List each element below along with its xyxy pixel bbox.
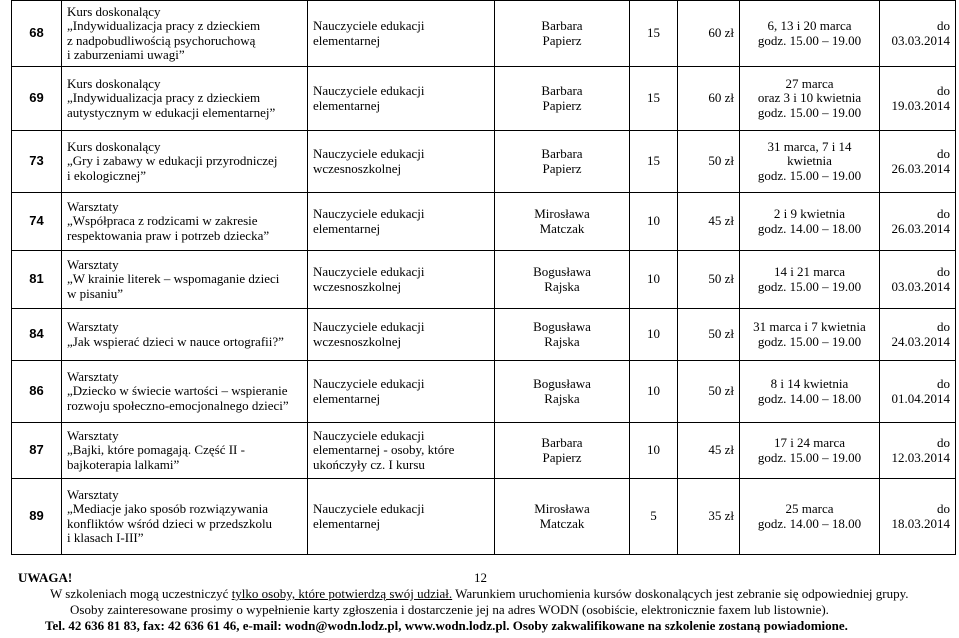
registration-deadline — [880, 479, 956, 555]
registration-deadline — [880, 67, 956, 131]
registration-deadline-line: do — [937, 376, 950, 391]
course-price: 60 zł — [678, 1, 740, 67]
confirmation-requirement: tylko osoby, które potwierdzą swój udział. — [231, 586, 453, 601]
course-number: 89 — [12, 479, 62, 555]
course-title-line: Warsztaty — [67, 198, 119, 214]
course-title-line: Kurs doskonalący — [67, 3, 161, 19]
course-trainer — [495, 131, 630, 193]
course-dates-line: godz. 15.00 – 19.00 — [757, 449, 862, 465]
course-trainer — [495, 361, 630, 423]
registration-deadline-line: 18.03.2014 — [891, 515, 950, 531]
course-audience — [308, 309, 495, 361]
course-title-line: Warsztaty — [67, 486, 119, 502]
registration-deadline-line: 26.03.2014 — [891, 220, 950, 236]
course-dates — [740, 479, 880, 555]
course-title-line: rozwoju społeczno-emocjonalnego dzieci” — [67, 397, 289, 413]
course-number: 69 — [12, 67, 62, 131]
course-audience-line: elementarnej — [313, 390, 381, 406]
course-audience — [308, 479, 495, 555]
course-title-line: respektowania praw i potrzeb dziecka” — [67, 227, 270, 243]
course-price: 50 zł — [678, 131, 740, 193]
course-trainer — [495, 1, 630, 67]
course-number: 86 — [12, 361, 62, 423]
course-audience-line: Nauczyciele edukacji — [313, 427, 425, 443]
course-audience — [308, 251, 495, 309]
course-dates — [740, 423, 880, 479]
course-title-line: bajkoterapia lalkami” — [67, 456, 180, 472]
course-audience — [308, 67, 495, 131]
course-title-line: Kurs doskonalący — [67, 75, 161, 91]
course-dates — [740, 131, 880, 193]
registration-deadline — [880, 1, 956, 67]
course-trainer — [495, 309, 630, 361]
course-dates — [740, 1, 880, 67]
contact-info: Tel. 42 636 81 83, fax: 42 636 61 46, e-mail: wodn@wodn.lodz.pl, www.wodn.lodz.pl. Osoby zakwalifikowane na szkolenie zostaną powiadomione. — [45, 618, 848, 633]
course-title-line: „W krainie literek – wspomaganie dzieci — [67, 271, 280, 287]
table-row — [12, 309, 956, 361]
registration-deadline-line: 01.04.2014 — [891, 390, 950, 406]
course-title-line: „Mediacje jako sposób rozwiązywania — [67, 501, 269, 516]
course-audience-line: Nauczyciele edukacji — [313, 264, 425, 279]
registration-deadline-line: do — [937, 206, 950, 221]
course-trainer-line: Barbara — [541, 18, 583, 33]
course-trainer-line: Barbara — [541, 435, 583, 450]
course-trainer-line: Mirosława — [534, 501, 590, 516]
course-trainer-line: Papierz — [542, 449, 582, 465]
courses-table-body — [12, 1, 956, 555]
course-title-line: „Bajki, które pomagają. Część II - — [67, 442, 245, 458]
course-title-line: „Współpraca z rodzicami w zakresie — [67, 213, 258, 229]
table-row — [12, 67, 956, 131]
course-dates-line: 17 i 24 marca — [773, 435, 846, 450]
course-title-line: w pisaniu” — [67, 285, 123, 301]
course-title-line: autystycznym w edukacji elementarnej” — [67, 104, 276, 120]
application-notice: Osoby zainteresowane prosimy o wypełnienie karty zgłoszenia i dostarczenie jej na adres WODN (osobiście, elektronicznie faxem lub listownie). — [70, 602, 829, 617]
course-hours: 15 — [630, 67, 678, 131]
course-audience-line: wczesnoszkolnej — [313, 160, 402, 176]
participation-notice: W szkoleniach mogą uczestniczyć tylko osoby, które potwierdzą swój udział. Warunkiem uruchomienia kursów doskonalących jest zebranie się odpowiedniej grupy. — [50, 586, 909, 601]
table-row — [12, 1, 956, 67]
course-dates-line: godz. 14.00 – 18.00 — [757, 220, 862, 236]
course-title-line: „Jak wspierać dzieci w nauce ortografii?” — [67, 333, 284, 349]
course-price: 50 zł — [678, 309, 740, 361]
course-dates-line: godz. 14.00 – 18.00 — [757, 515, 862, 531]
course-dates — [740, 193, 880, 251]
course-title-line: i ekologicznej” — [67, 167, 147, 183]
course-trainer-line: Mirosława — [534, 206, 590, 221]
course-title-line: „Indywidualizacja pracy z dzieckiem — [67, 90, 261, 106]
registration-deadline-line: 12.03.2014 — [891, 449, 950, 465]
course-audience-line: Nauczyciele edukacji — [313, 18, 425, 33]
course-hours: 15 — [630, 1, 678, 67]
course-dates — [740, 67, 880, 131]
course-title-line: i zaburzeniami uwagi” — [67, 47, 185, 62]
registration-deadline-line: do — [937, 319, 950, 334]
course-title-line: „Dziecko w świecie wartości – wspieranie — [67, 383, 288, 399]
registration-deadline-line: 03.03.2014 — [891, 32, 950, 48]
course-trainer-line: Barbara — [541, 83, 583, 98]
course-dates — [740, 251, 880, 309]
course-audience-line: Nauczyciele edukacji — [313, 319, 425, 334]
course-audience-line: elementarnej — [313, 515, 381, 531]
course-trainer — [495, 479, 630, 555]
registration-deadline — [880, 193, 956, 251]
course-title — [62, 361, 308, 423]
course-trainer-line: Bogusława — [533, 264, 591, 279]
course-title-line: „Gry i zabawy w edukacji przyrodniczej — [67, 153, 278, 169]
table-row — [12, 251, 956, 309]
course-audience-line: ukończyły cz. I kursu — [313, 456, 425, 472]
course-trainer-line: Matczak — [539, 515, 585, 531]
registration-deadline-line: 03.03.2014 — [891, 278, 950, 294]
course-hours: 15 — [630, 131, 678, 193]
course-title-line: Kurs doskonalący — [67, 138, 161, 154]
registration-deadline-line: do — [937, 264, 950, 279]
registration-deadline — [880, 423, 956, 479]
course-dates-line: 2 i 9 kwietnia — [773, 206, 846, 221]
course-title-line: Warsztaty — [67, 427, 119, 443]
registration-deadline-line: do — [937, 501, 950, 516]
course-number: 84 — [12, 309, 62, 361]
course-price: 45 zł — [678, 423, 740, 479]
course-trainer-line: Papierz — [542, 32, 582, 48]
course-trainer — [495, 193, 630, 251]
course-audience-line: elementarnej — [313, 97, 381, 113]
registration-deadline-line: do — [937, 146, 950, 161]
course-number: 87 — [12, 423, 62, 479]
table-row — [12, 423, 956, 479]
course-trainer-line: Barbara — [541, 146, 583, 161]
course-audience-line: Nauczyciele edukacji — [313, 376, 425, 391]
course-audience-line: Nauczyciele edukacji — [313, 83, 425, 98]
course-trainer-line: Papierz — [542, 160, 582, 176]
course-hours: 5 — [630, 479, 678, 555]
registration-deadline — [880, 309, 956, 361]
course-trainer-line: Bogusława — [533, 319, 591, 334]
course-price: 60 zł — [678, 67, 740, 131]
course-price: 45 zł — [678, 193, 740, 251]
course-dates-line: 8 i 14 kwietnia — [770, 376, 849, 391]
course-dates-line: godz. 15.00 – 19.00 — [757, 32, 862, 48]
course-title — [62, 1, 308, 67]
registration-deadline — [880, 251, 956, 309]
course-trainer-line: Rajska — [544, 333, 580, 349]
course-dates-line: 25 marca — [785, 501, 834, 516]
course-trainer-line: Matczak — [539, 220, 585, 236]
course-dates-line: godz. 15.00 – 19.00 — [757, 167, 862, 183]
course-title — [62, 251, 308, 309]
page-number: 12 — [474, 570, 487, 585]
course-title — [62, 131, 308, 193]
registration-deadline-line: 19.03.2014 — [891, 97, 950, 113]
course-price: 50 zł — [678, 251, 740, 309]
registration-deadline-line: do — [937, 83, 950, 98]
course-dates — [740, 309, 880, 361]
course-dates-line: godz. 15.00 – 19.00 — [757, 333, 862, 349]
warning-heading: UWAGA! — [18, 570, 73, 585]
course-trainer — [495, 67, 630, 131]
course-trainer — [495, 251, 630, 309]
course-trainer-line: Rajska — [544, 278, 580, 294]
course-audience — [308, 423, 495, 479]
course-title — [62, 479, 308, 555]
course-title-line: z nadpobudliwością psychoruchową — [67, 32, 256, 48]
course-title — [62, 423, 308, 479]
registration-deadline-line: do — [937, 435, 950, 450]
courses-table — [11, 0, 956, 555]
registration-deadline — [880, 361, 956, 423]
registration-deadline-line: 26.03.2014 — [891, 160, 950, 176]
course-number: 74 — [12, 193, 62, 251]
course-title-line: „Indywidualizacja pracy z dzieckiem — [67, 18, 261, 33]
course-title-line: Warsztaty — [67, 256, 119, 272]
course-number: 81 — [12, 251, 62, 309]
course-dates — [740, 361, 880, 423]
course-hours: 10 — [630, 309, 678, 361]
course-title-line: i klasach I-III” — [67, 530, 144, 545]
course-dates-line: 6, 13 i 20 marca — [767, 18, 852, 33]
course-audience — [308, 193, 495, 251]
course-title — [62, 309, 308, 361]
course-audience-line: elementarnej — [313, 220, 381, 236]
course-hours: 10 — [630, 193, 678, 251]
course-hours: 10 — [630, 251, 678, 309]
course-dates-line: oraz 3 i 10 kwietnia — [757, 90, 862, 106]
course-audience — [308, 361, 495, 423]
course-dates-line: 31 marca, 7 i 14 kwietnia — [767, 138, 852, 169]
footer-notice — [0, 570, 959, 634]
course-price: 35 zł — [678, 479, 740, 555]
course-audience — [308, 1, 495, 67]
course-hours: 10 — [630, 361, 678, 423]
course-title — [62, 193, 308, 251]
course-dates-line: 31 marca i 7 kwietnia — [753, 319, 866, 334]
course-trainer-line: Rajska — [544, 390, 580, 406]
registration-deadline — [880, 131, 956, 193]
course-hours: 10 — [630, 423, 678, 479]
registration-deadline-line: do — [937, 18, 950, 33]
course-title-line: konfliktów wśród dzieci w przedszkolu — [67, 515, 273, 531]
course-audience-line: Nauczyciele edukacji — [313, 206, 425, 221]
course-trainer — [495, 423, 630, 479]
course-audience-line: elementarnej - osoby, które — [313, 442, 455, 458]
table-row — [12, 479, 956, 555]
course-dates-line: 27 marca — [785, 75, 834, 91]
course-trainer-line: Papierz — [542, 97, 582, 113]
registration-deadline-line: 24.03.2014 — [891, 333, 950, 349]
course-audience-line: wczesnoszkolnej — [313, 333, 402, 349]
course-trainer-line: Bogusława — [533, 376, 591, 391]
course-audience-line: wczesnoszkolnej — [313, 278, 402, 294]
course-audience-line: elementarnej — [313, 32, 381, 48]
course-dates-line: godz. 15.00 – 19.00 — [757, 104, 862, 120]
course-audience — [308, 131, 495, 193]
course-audience-line: Nauczyciele edukacji — [313, 146, 425, 161]
course-dates-line: godz. 14.00 – 18.00 — [757, 390, 862, 406]
course-audience-line: Nauczyciele edukacji — [313, 501, 425, 516]
table-row — [12, 131, 956, 193]
course-price: 50 zł — [678, 361, 740, 423]
course-title-line: Warsztaty — [67, 319, 119, 334]
course-title-line: Warsztaty — [67, 368, 119, 384]
course-number: 68 — [12, 1, 62, 67]
table-row — [12, 193, 956, 251]
course-dates-line: godz. 15.00 – 19.00 — [757, 278, 862, 294]
table-row — [12, 361, 956, 423]
course-dates-line: 14 i 21 marca — [773, 264, 846, 279]
course-title — [62, 67, 308, 131]
course-number: 73 — [12, 131, 62, 193]
